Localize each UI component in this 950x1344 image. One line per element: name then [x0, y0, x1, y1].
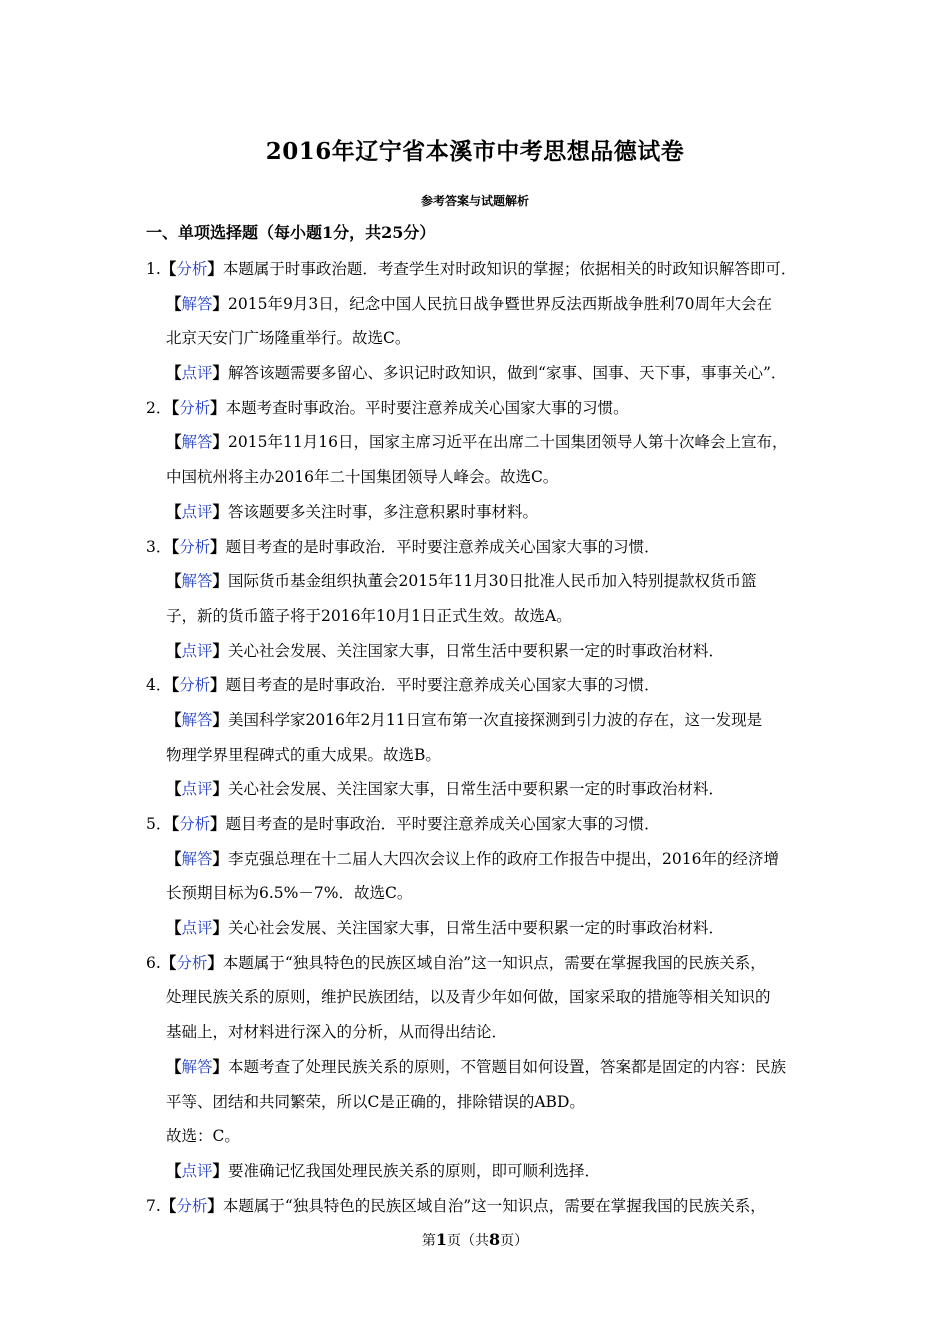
answer-line [146, 1119, 821, 1154]
answer-line [146, 946, 821, 981]
answer-tag: 分析 [176, 1196, 208, 1215]
answer-line [146, 980, 821, 1015]
question-number: 4． [146, 676, 172, 695]
answer-line [146, 599, 821, 634]
answer-line [146, 287, 821, 322]
answer-text: 长预期目标为6.5%－7%．故选C。 [166, 884, 413, 903]
answer-tag: 分析 [179, 676, 211, 695]
answer-line [146, 703, 821, 738]
document-subtitle: 参考答案与试题解析 [420, 194, 529, 208]
bracket-close: 】 [212, 571, 229, 591]
footer-prefix: 第 [421, 1233, 436, 1249]
answer-text: 题目考查的是时事政治．平时要注意养成关心国家大事的习惯． [225, 537, 660, 556]
answer-line [146, 807, 821, 842]
answer-tag: 点评 [181, 364, 213, 383]
bracket-open: 【 [171, 536, 180, 556]
answer-line [146, 1189, 821, 1224]
answer-line [146, 1050, 821, 1085]
bracket-open: 【 [171, 675, 180, 695]
answer-tag: 分析 [179, 815, 211, 833]
answer-tag: 点评 [181, 641, 213, 660]
footer-middle: 页（共 [447, 1233, 489, 1249]
bracket-close: 】 [210, 397, 226, 417]
answer-line [146, 425, 821, 460]
footer-total-pages: 8 [489, 1230, 501, 1249]
answer-item [146, 391, 821, 530]
answer-text: 故选：C。 [166, 1127, 240, 1146]
answer-item [146, 1189, 821, 1224]
bracket-open: 【 [166, 918, 182, 938]
answer-text: 本题考查了处理民族关系的原则，不管题目如何设置，答案都是固定的内容：民族 [228, 1057, 787, 1076]
answer-line [146, 842, 821, 877]
answer-text: 平等、团结和共同繁荣，所以C是正确的，排除错误的ABD。 [166, 1092, 585, 1111]
answer-text: 本题考查时事政治。平时要注意养成关心国家大事的习惯。 [225, 398, 629, 417]
bracket-open: 【 [166, 640, 182, 660]
bracket-close: 】 [212, 363, 229, 383]
bracket-close: 】 [212, 1160, 229, 1180]
answer-tag: 点评 [181, 502, 213, 521]
section-heading: 一、单项选择题（每小题1分，共25分） [146, 223, 436, 242]
answer-line [146, 738, 821, 773]
question-number: 1. [146, 260, 161, 278]
answer-text: 解答该题需要多留心、多识记时政知识，做到“家事、国事、天下事，事事关心”． [228, 364, 787, 383]
answer-tag: 点评 [181, 1161, 213, 1180]
answer-text: 基础上，对材料进行深入的分析，从而得出结论． [166, 1023, 508, 1042]
question-number: 7. [146, 1196, 161, 1215]
answer-tag: 解答 [181, 294, 213, 313]
answer-line [146, 530, 821, 565]
answer-item [146, 807, 821, 946]
bracket-open: 【 [171, 397, 180, 417]
answer-text: 子，新的货币篮子将于2016年10月1日正式生效。故选A。 [166, 606, 572, 625]
answer-item [146, 668, 821, 807]
bracket-close: 】 [212, 848, 229, 868]
bracket-open: 【 [166, 1160, 182, 1180]
bracket-close: 】 [212, 640, 229, 660]
answer-text: 李克强总理在十二届人大四次会议上作的政府工作报告中提出，2016年的经济增 [228, 849, 779, 868]
answer-line [146, 668, 821, 703]
answer-text: 要准确记忆我国处理民族关系的原则，即可顺利选择． [228, 1161, 601, 1180]
answer-list [146, 252, 821, 1223]
bracket-open: 【 [166, 432, 182, 452]
answer-tag: 解答 [181, 572, 213, 591]
answer-line [146, 1154, 821, 1189]
answer-tag: 分析 [179, 398, 211, 417]
bracket-close: 】 [210, 536, 226, 556]
answer-text: 题目考查的是时事政治．平时要注意养成关心国家大事的习惯． [225, 815, 660, 833]
answer-line [146, 911, 821, 946]
answer-line [146, 634, 821, 669]
bracket-close: 】 [207, 259, 223, 278]
answer-line [146, 1015, 821, 1050]
answer-tag: 分析 [176, 260, 208, 278]
answer-tag: 点评 [181, 780, 213, 799]
bracket-close: 】 [212, 709, 229, 729]
bracket-open: 【 [171, 814, 180, 833]
answer-tag: 分析 [179, 537, 211, 556]
answer-text: 本题属于“独具特色的民族区域自治”这一知识点，需要在掌握我国的民族关系， [222, 1196, 766, 1215]
bracket-close: 】 [212, 432, 229, 452]
answer-item [146, 252, 821, 391]
bracket-close: 】 [210, 814, 226, 833]
answer-tag: 解答 [181, 710, 213, 729]
answer-line [146, 252, 821, 287]
answer-line [146, 321, 821, 356]
answer-line [146, 876, 821, 911]
bracket-open: 【 [166, 709, 182, 729]
bracket-close: 】 [212, 918, 229, 938]
bracket-open: 【 [166, 571, 182, 591]
footer-page-number: 1 [435, 1230, 447, 1249]
bracket-close: 】 [207, 1195, 223, 1215]
answer-tag: 分析 [176, 953, 208, 972]
bracket-open: 【 [166, 779, 182, 799]
bracket-open: 【 [166, 363, 182, 383]
bracket-open: 【 [166, 1056, 182, 1076]
answer-item [146, 530, 821, 669]
question-number: 2． [146, 398, 172, 417]
bracket-open: 【 [160, 952, 177, 972]
answer-line [146, 460, 821, 495]
answer-text: 2015年9月3日，纪念中国人民抗日战争暨世界反法西斯战争胜利70周年大会在 [228, 294, 772, 313]
answer-text: 本题属于“独具特色的民族区域自治”这一知识点，需要在掌握我国的民族关系， [222, 953, 766, 972]
document-title: 2016年辽宁省本溪市中考思想品德试卷 [265, 138, 685, 165]
answer-text: 关心社会发展、关注国家大事，日常生活中要积累一定的时事政治材料． [228, 780, 725, 799]
bracket-close: 】 [212, 293, 229, 313]
answer-text: 2015年11月16日，国家主席习近平在出席二十国集团领导人第十次峰会上宣布， [228, 433, 788, 452]
answer-tag: 解答 [181, 1057, 213, 1076]
bracket-open: 【 [166, 848, 182, 868]
answer-tag: 解答 [181, 849, 213, 868]
answer-line [146, 1085, 821, 1120]
question-number: 3． [146, 537, 172, 556]
page-footer [0, 1230, 950, 1250]
question-number: 5． [146, 815, 172, 833]
bracket-close: 】 [210, 675, 226, 695]
answer-item [146, 946, 821, 1189]
answer-text: 国际货币基金组织执董会2015年11月30日批准人民币加入特别提款权货币篮 [228, 572, 757, 591]
answer-tag: 点评 [181, 919, 213, 938]
answer-text: 物理学界里程碑式的重大成果。故选B。 [166, 745, 441, 764]
bracket-open: 【 [166, 293, 182, 313]
answer-line [146, 495, 821, 530]
answer-line [146, 564, 821, 599]
answer-text: 答该题要多关注时事，多注意积累时事材料。 [228, 502, 539, 521]
answer-text: 处理民族关系的原则，维护民族团结，以及青少年如何做，国家采取的措施等相关知识的 [166, 988, 771, 1007]
answer-text: 关心社会发展、关注国家大事，日常生活中要积累一定的时事政治材料． [228, 641, 725, 660]
answer-text: 中国杭州将主办2016年二十国集团领导人峰会。故选C。 [166, 468, 559, 487]
bracket-close: 】 [212, 779, 229, 799]
answer-line [146, 772, 821, 807]
answer-text: 题目考查的是时事政治．平时要注意养成关心国家大事的习惯． [225, 676, 660, 695]
answer-text: 本题属于时事政治题．考查学生对时政知识的掌握；依据相关的时政知识解答即可． [222, 260, 797, 278]
answer-line [146, 391, 821, 426]
answer-tag: 解答 [181, 433, 213, 452]
bracket-close: 】 [207, 952, 223, 972]
bracket-open: 【 [166, 501, 182, 521]
bracket-close: 】 [212, 1056, 229, 1076]
bracket-close: 】 [212, 501, 229, 521]
bracket-open: 【 [160, 1195, 177, 1215]
answer-text: 美国科学家2016年2月11日宣布第一次直接探测到引力波的存在，这一发现是 [228, 710, 763, 729]
question-number: 6. [146, 953, 161, 972]
answer-line [146, 356, 821, 391]
bracket-open: 【 [160, 259, 177, 278]
footer-suffix: 页） [500, 1233, 529, 1249]
answer-text: 北京天安门广场隆重举行。故选C。 [166, 329, 411, 348]
answer-text: 关心社会发展、关注国家大事，日常生活中要积累一定的时事政治材料． [228, 919, 725, 938]
